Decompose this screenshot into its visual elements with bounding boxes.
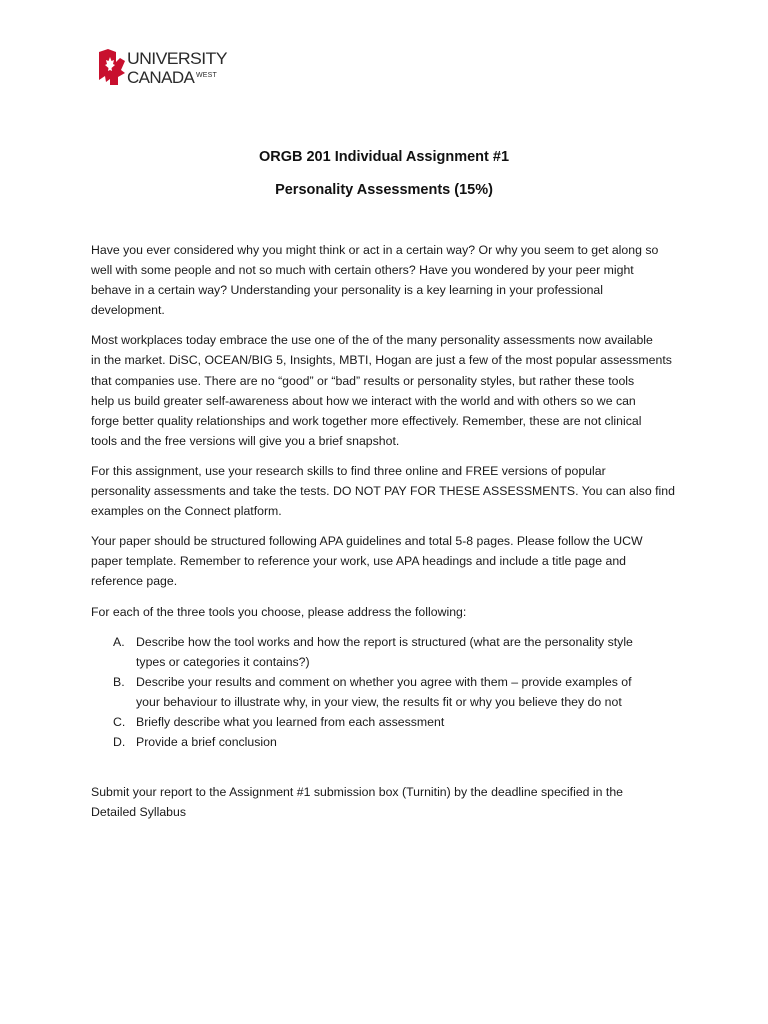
list-item <box>91 712 691 732</box>
list-item-text: your behaviour to illustrate why, in your view, the results fit or why you believe they do not <box>136 695 622 710</box>
logo-text-university: UNIVERSITY <box>127 49 227 68</box>
text-line: help us build greater self-awareness about how we interact with the world and with others so we can <box>91 393 636 408</box>
document-body <box>91 240 691 632</box>
text-line: For this assignment, use your research skills to find three online and FREE versions of popular <box>91 463 606 478</box>
paragraph <box>91 330 691 451</box>
text-line: well with some people and not so much with certain others? Have you wondered by your peer might <box>91 263 634 278</box>
list-item <box>91 672 691 712</box>
university-logo <box>96 48 236 88</box>
text-line: Submit your report to the Assignment #1 submission box (Turnitin) by the deadline specified in the <box>91 785 624 799</box>
text-line: For each of the three tools you choose, please address the following: <box>91 604 467 619</box>
list-item-letter: C. <box>113 715 126 730</box>
text-line: Your paper should be structured following APA guidelines and total 5-8 pages. Please follow the UCW <box>91 534 643 549</box>
text-line: forge better quality relationships and work together more effectively. Remember, these are not clinical <box>91 413 642 428</box>
paragraph <box>91 531 691 591</box>
text-line: that companies use. There are no “good” or “bad” results or personality styles, but rather these tools <box>91 373 635 388</box>
text-line: paper template. Remember to reference your work, use APA headings and include a title page and <box>91 554 627 569</box>
text-line: tools and the free versions will give you a brief snapshot. <box>91 433 400 448</box>
paragraph <box>91 461 691 521</box>
document-title: ORGB 201 Individual Assignment #1 <box>258 149 510 165</box>
list-item <box>91 732 691 752</box>
maple-leaf-logo-icon <box>96 48 126 88</box>
text-line: behave in a certain way? Understanding your personality is a key learning in your professional <box>91 283 603 298</box>
text-line: reference page. <box>91 574 178 589</box>
list-item-text: Describe your results and comment on whether you agree with them – provide examples of <box>136 675 632 690</box>
logo-text-canada: CANADA <box>127 68 195 87</box>
list-item-letter: B. <box>113 675 125 690</box>
text-line: personality assessments and take the tests. DO NOT PAY FOR THESE ASSESSMENTS. You can also find <box>91 484 675 499</box>
list-item <box>91 632 691 672</box>
list-item-letter: D. <box>113 735 126 750</box>
text-line: examples on the Connect platform. <box>91 504 282 519</box>
text-line: Detailed Syllabus <box>91 805 187 820</box>
list-item-text: Provide a brief conclusion <box>136 735 277 750</box>
text-line: development. <box>91 303 165 318</box>
text-line: Most workplaces today embrace the use one of the of the many personality assessments now available <box>91 333 653 348</box>
list-item-letter: A. <box>113 635 125 649</box>
text-line: Have you ever considered why you might think or act in a certain way? Or why you seem to get along so <box>91 243 659 257</box>
requirements-list <box>91 632 691 753</box>
list-item-text: Describe how the tool works and how the report is structured (what are the personality style <box>136 635 633 649</box>
document-subtitle: Personality Assessments (15%) <box>275 182 493 198</box>
list-item-text: types or categories it contains?) <box>136 655 310 670</box>
list-item-text: Briefly describe what you learned from each assessment <box>136 715 445 730</box>
paragraph <box>91 240 691 320</box>
paragraph <box>91 602 691 622</box>
logo-text-west: WEST <box>196 72 218 79</box>
submission-instructions <box>91 782 691 822</box>
text-line: in the market. DiSC, OCEAN/BIG 5, Insights, MBTI, Hogan are just a few of the most popular assessments <box>91 353 672 368</box>
